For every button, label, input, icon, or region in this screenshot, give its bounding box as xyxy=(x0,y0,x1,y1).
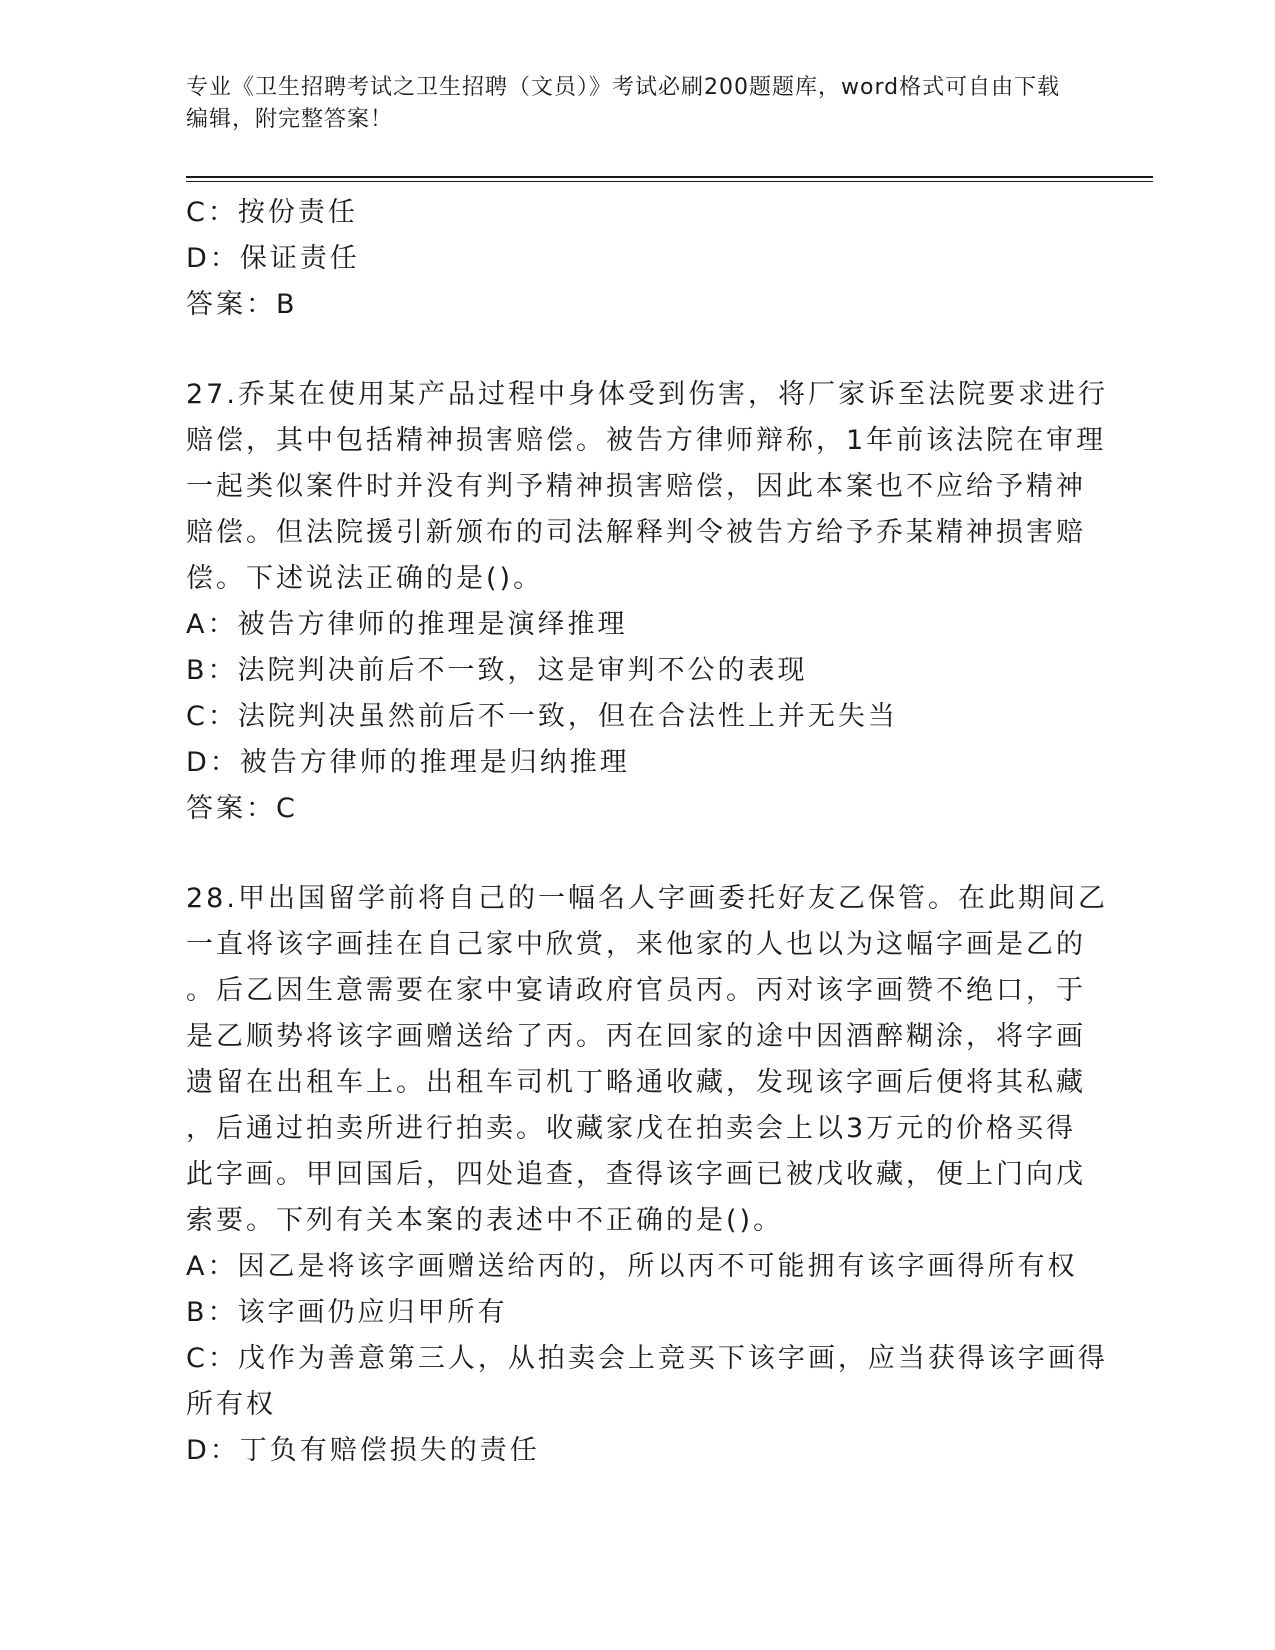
document-header: 专业《卫生招聘考试之卫生招聘（文员）》考试必刷200题题库，word格式可自由下载编辑，附完整答案！ xyxy=(186,75,1061,132)
q28-stem-line: ，后通过拍卖所进行拍卖。收藏家戊在拍卖会上以3万元的价格买得 xyxy=(186,1113,1077,1144)
document-body xyxy=(186,190,1108,1474)
q28-stem-line: 是乙顺势将该字画赠送给了丙。丙在回家的途中因酒醉糊涂，将字画 xyxy=(186,1021,1086,1052)
q27-option-c: C：法院判决虽然前后不一致，但在合法性上并无失当 xyxy=(186,701,898,732)
q27-option-a: A：被告方律师的推理是演绎推理 xyxy=(186,609,628,640)
q26-answer: 答案：B xyxy=(186,289,298,320)
q26-option-d: D：保证责任 xyxy=(186,243,360,274)
q27-stem-line: 一起类似案件时并没有判予精神损害赔偿，因此本案也不应给予精神 xyxy=(186,471,1086,502)
q28-option-c-line: 所有权 xyxy=(186,1389,276,1420)
spacer xyxy=(186,832,1086,876)
header-rule-thin xyxy=(186,181,1153,182)
q28-option-d: D：丁负有赔偿损失的责任 xyxy=(186,1435,540,1466)
q28-stem-line: 。后乙因生意需要在家中宴请政府官员丙。丙对该字画赞不绝口，于 xyxy=(186,975,1086,1006)
q27-stem-line: 赔偿，其中包括精神损害赔偿。被告方律师辩称，1年前该法院在审理 xyxy=(186,425,1107,456)
q27-stem-line: 27.乔某在使用某产品过程中身体受到伤害，将厂家诉至法院要求进行 xyxy=(186,379,1108,410)
q27-option-b: B：法院判决前后不一致，这是审判不公的表现 xyxy=(186,655,808,686)
q27-answer: 答案：C xyxy=(186,793,298,824)
spacer xyxy=(186,328,1086,372)
q26-option-c: C：按份责任 xyxy=(186,197,358,228)
q28-stem-line: 索要。下列有关本案的表述中不正确的是()。 xyxy=(186,1205,784,1236)
q28-option-c-line: C：戊作为善意第三人，从拍卖会上竞买下该字画，应当获得该字画得 xyxy=(186,1343,1108,1374)
q28-stem-line: 28.甲出国留学前将自己的一幅名人字画委托好友乙保管。在此期间乙 xyxy=(186,883,1108,914)
q27-stem-line: 赔偿。但法院援引新颁布的司法解释判令被告方给予乔某精神损害赔 xyxy=(186,517,1086,548)
q27-option-d: D：被告方律师的推理是归纳推理 xyxy=(186,747,630,778)
q28-option-b: B：该字画仍应归甲所有 xyxy=(186,1297,508,1328)
q28-stem-line: 遗留在出租车上。出租车司机丁略通收藏，发现该字画后便将其私藏 xyxy=(186,1067,1086,1098)
q28-stem-line: 一直将该字画挂在自己家中欣赏，来他家的人也以为这幅字画是乙的 xyxy=(186,929,1086,960)
header-rule-thick xyxy=(186,176,1153,178)
q28-stem-line: 此字画。甲回国后，四处追查，查得该字画已被戊收藏，便上门向戊 xyxy=(186,1159,1086,1190)
q28-option-a: A：因乙是将该字画赠送给丙的，所以丙不可能拥有该字画得所有权 xyxy=(186,1251,1078,1282)
q27-stem-line: 偿。下述说法正确的是()。 xyxy=(186,563,544,594)
